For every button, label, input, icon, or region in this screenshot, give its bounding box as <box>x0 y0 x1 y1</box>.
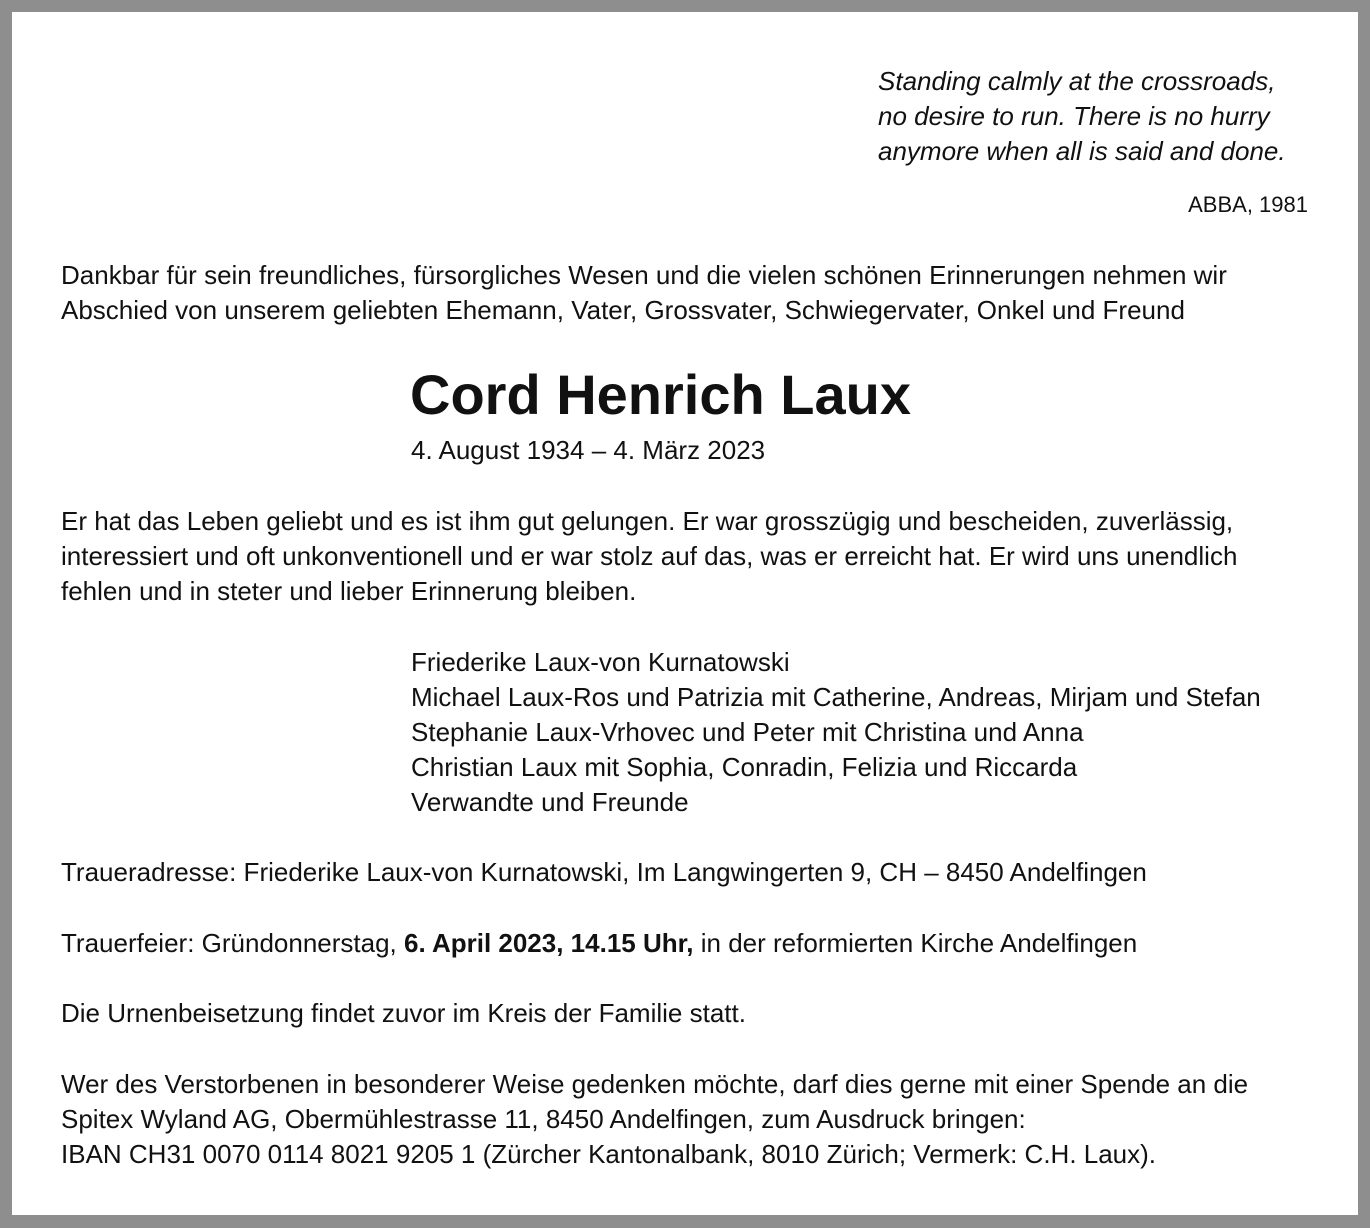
address-line: Traueradresse: Friederike Laux-von Kurnatowski, Im Langwingerten 9, CH – 8450 Andelfingen <box>61 857 1147 887</box>
mourner-line: Stephanie Laux-Vrhovec und Peter mit Christina und Anna <box>411 717 1084 747</box>
ceremony-line <box>61 926 1321 961</box>
ceremony-suffix: in der reformierten Kirche Andelfingen <box>700 928 1138 958</box>
quote-line: no desire to run. There is no hurry <box>878 101 1270 131</box>
intro-line: Abschied von unserem geliebten Ehemann, Vater, Grossvater, Schwiegervater, Onkel und Freund <box>61 295 1185 325</box>
intro-paragraph <box>61 258 1321 328</box>
mourner-line: Michael Laux-Ros und Patrizia mit Catherine, Andreas, Mirjam und Stefan <box>411 682 1261 712</box>
donation-line: Spitex Wyland AG, Obermühlestrasse 11, 8450 Andelfingen, zum Ausdruck bringen: <box>61 1104 1026 1134</box>
ceremony-datetime: 6. April 2023, 14.15 Uhr, <box>404 928 694 958</box>
obituary-page <box>12 12 1358 1215</box>
mourner-line: Friederike Laux-von Kurnatowski <box>411 647 790 677</box>
epigraph-quote <box>878 64 1318 169</box>
burial-note <box>61 996 1321 1031</box>
life-dates: 4. August 1934 – 4. März 2023 <box>411 435 766 465</box>
intro-line: Dankbar für sein freundliches, fürsorgliches Wesen und die vielen schönen Erinnerungen nehmen wir <box>61 260 1227 290</box>
ceremony-prefix: Trauerfeier: Gründonnerstag, <box>61 928 397 958</box>
donation-line: IBAN CH31 0070 0114 8021 9205 1 (Zürcher Kantonalbank, 8010 Zürich; Vermerk: C.H. Laux). <box>61 1139 1157 1169</box>
donation-line: Wer des Verstorbenen in besonderer Weise gedenken möchte, darf dies gerne mit einer Spende an die <box>61 1069 1249 1099</box>
deceased-name: Cord Henrich Laux <box>410 363 911 426</box>
quote-line: anymore when all is said and done. <box>878 136 1286 166</box>
tribute-paragraph <box>61 504 1321 609</box>
funeral-service <box>61 926 1321 961</box>
quote-source: ABBA, 1981 <box>1188 192 1308 217</box>
mourners-list <box>411 645 1261 820</box>
mourner-line: Verwandte und Freunde <box>411 787 689 817</box>
burial-line: Die Urnenbeisetzung findet zuvor im Kreis der Familie statt. <box>61 998 746 1028</box>
quote-line: Standing calmly at the crossroads, <box>878 66 1276 96</box>
tribute-line: fehlen und in steter und lieber Erinnerung bleiben. <box>61 576 637 606</box>
donation-paragraph <box>61 1067 1321 1172</box>
mourner-line: Christian Laux mit Sophia, Conradin, Felizia und Riccarda <box>411 752 1078 782</box>
tribute-line: Er hat das Leben geliebt und es ist ihm gut gelungen. Er war grosszügig und bescheiden, zuverlässig, <box>61 506 1234 536</box>
tribute-line: interessiert und oft unkonventionell und er war stolz auf das, was er erreicht hat. Er wird uns unendlich <box>61 541 1238 571</box>
mourning-address <box>61 855 1321 890</box>
